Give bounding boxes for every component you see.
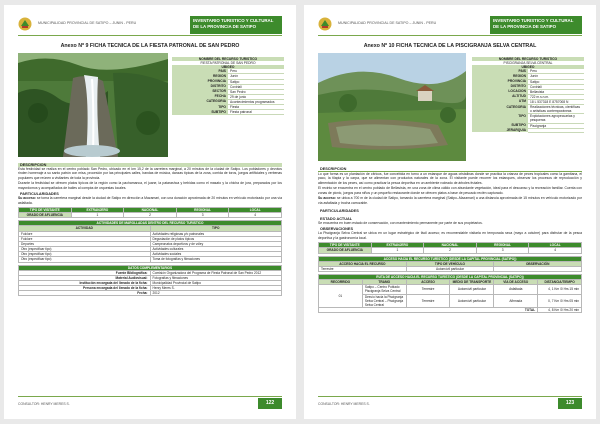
table-row — [319, 266, 582, 271]
facts-header: NOMBRE DEL RECURSO TURISTICO — [172, 57, 284, 61]
fact-key: PROVINCIA — [472, 79, 528, 84]
table-header: TIPO DE VISITANTE — [19, 207, 72, 212]
table-cell: 4, 1 Km /0 Hrs 15 min — [538, 285, 582, 294]
table-cell: Automóvil particular — [406, 266, 494, 271]
table-title: DATOS COMPLEMENTARIOS — [19, 265, 282, 270]
observations-text: La Piscigranja Selva Central se ubica en un lugar estratégico de fácil acceso; es recomendable visitarla en temporada seca (mayo a octubre) para disfrutar de la pesca deportiva y la gastronomía local. — [318, 231, 582, 240]
table-cell: Terrestre — [406, 294, 450, 307]
visitor-table — [18, 207, 282, 218]
description-text: Lo que forma es un plantación de cítricos, fue concebida en torno a un estanque de aguas cristalinas donde se practica la crianza de peces tropicales como la gamitana, el paco, la tilapia y la carpa, que se alimentan con productos naturales de la zona. El visitante puede recorrer los estanques, observar los procesos de reproducción y alimentación de los peces, así como practicar la pesca deportiva en un ambiente rodeado de árboles frutales. — [318, 172, 582, 185]
fact-key: PAIS — [172, 69, 228, 74]
fact-value: Junín — [528, 74, 584, 79]
access-paragraph — [318, 196, 582, 205]
inventory-tag: INVENTARIO TURISTICO Y CULTURAL DE LA PROVINCIA DE SATIPO — [490, 16, 582, 34]
fact-key: SUBTIPO — [172, 110, 228, 115]
access-label: Su acceso: — [318, 196, 336, 201]
table-cell: Comisión Organizadora del Programa de Fiesta Patronal de San Pedro 2012 — [150, 270, 282, 275]
table-header: TIPO DE VEHÍCULO — [406, 261, 494, 266]
route-table — [318, 274, 582, 313]
fact-value: Satipo — [228, 79, 284, 84]
fact-value: 18 L 537318 E 8757008 N — [528, 99, 584, 104]
table-header: ACCESO — [406, 280, 450, 285]
table-cell: Persona encargada del llenado de la ficha: — [19, 286, 151, 291]
consultant-name: CONSULTOR: HENRY MERES S. — [18, 402, 70, 406]
access-text: se ubica a 700 m de la ciudad de Satipo, tomando la carretera marginal (Satipo–Mazamari) a una distancia aproximada de 15 minutos en vehículo motorizado por vía asfaltada y trocha carrozable. — [318, 196, 582, 205]
table-cell: Henry Meres S. — [150, 286, 282, 291]
table-cell: Automóvil particular — [450, 294, 494, 307]
table-header: TRAMO — [362, 280, 406, 285]
row-label: GRADO DE AFLUENCIA — [319, 248, 372, 253]
location-header: UBIGEO — [172, 65, 284, 69]
table-title: ACTIVIDADES DE MAROLLADAS DENTRO DEL RECURSO TURISTICO — [19, 221, 282, 226]
page-header — [318, 16, 582, 34]
footer-divider — [318, 396, 582, 397]
page-number: 123 — [558, 398, 582, 409]
fact-value: Piscigranja — [528, 123, 584, 128]
page-header — [18, 16, 282, 34]
resource-facts — [172, 57, 284, 115]
table-cell: Actividades culturales — [150, 247, 282, 252]
annex-title: Anexo Nº 10 FICHA TECNICA DE LA PISCIGRANJA SELVA CENTRAL — [363, 43, 537, 49]
description-text: Esta festividad se realiza en el centro poblado San Pedro, ubicado en el km 15,2 de la carretera marginal, a 20 minutos de la ciudad de Satipo. Los pobladores y devotos rinden homenaje a su santo patrón con misa, procesión por las principales calles, bandas de música, danzas típicas de la zona, corrida de toros, juegos artificiales y verbenas populares que reúnen a visitantes de toda la provincia. — [18, 167, 282, 180]
fact-key: LOCACION — [472, 89, 528, 94]
municipal-logo-icon — [18, 17, 32, 31]
table-cell: Actividades religiosas y/o patronales — [150, 231, 282, 236]
header-divider — [318, 35, 582, 36]
table-cell: 0, 7 Km /0 Hrs 05 min — [538, 294, 582, 307]
location-header: UBIGEO — [472, 65, 584, 69]
fact-key: CATEGORIA — [472, 105, 528, 114]
page-number: 122 — [258, 398, 282, 409]
fact-key: SECTOR — [172, 89, 228, 94]
table-cell: 1 — [71, 213, 124, 218]
fact-value: Peru — [228, 69, 284, 74]
section-heading: OBSERVACIONES — [320, 227, 353, 232]
table-row — [319, 308, 582, 313]
table-cell: Asfaltada — [494, 285, 538, 294]
table-header: REGIONAL — [476, 243, 529, 248]
fact-value: San Pedro — [228, 89, 284, 94]
fact-value: Explotaciones agropecuarias y pesqueras — [528, 114, 584, 123]
fact-value: Junín — [228, 74, 284, 79]
table-cell: Fotografías y filmaciones — [150, 275, 282, 280]
fact-value: Bellavista — [528, 89, 584, 94]
section-heading: PARTICULARIDADES — [20, 192, 59, 197]
table-row — [19, 257, 282, 262]
section-heading: DESCRIPCION — [318, 167, 582, 172]
visitor-table — [318, 242, 582, 253]
fact-value: Peru — [528, 69, 584, 74]
table-cell: Fecha: — [19, 291, 151, 296]
table-cell: Degustación de platos típicos — [150, 236, 282, 241]
fact-value: 722 m.s.n.m. — [528, 94, 584, 99]
table-header: ACTIVIDAD — [19, 226, 151, 231]
table-header: EXTRANJERO — [71, 207, 124, 212]
fact-value: Coviriali — [528, 84, 584, 89]
table-header: OBSERVACIÓN — [494, 261, 582, 266]
resource-name: FIESTA PATRONAL DE SAN PEDRO — [200, 61, 256, 66]
table-cell: Material Audiovisual: — [19, 275, 151, 280]
table-cell: 2 — [424, 248, 477, 253]
municipality-name: MUNICIPALIDAD PROVINCIAL DE SATIPO – JUNIN - PERU — [338, 21, 437, 25]
fact-key: DISTRITO — [472, 84, 528, 89]
table-cell: Deportes — [19, 241, 151, 246]
municipal-logo-icon — [318, 17, 332, 31]
fact-key: DISTRITO — [172, 84, 228, 89]
table-cell: Automóvil particular — [450, 285, 494, 294]
waterfall-image — [18, 53, 168, 157]
table-header: DISTANCIA/TIEMPO — [538, 280, 582, 285]
total-value: 4, 8 Km /0 Hrs 20 min — [538, 308, 582, 313]
state-text: Se encuentra en buen estado de conservación, con mantenimiento permanente por parte de sus propietarios. — [318, 220, 483, 225]
footer-divider — [18, 396, 282, 397]
fact-key: REGION — [172, 74, 228, 79]
table-header: VÍA DE ACCESO — [494, 280, 538, 285]
table-cell: Toma de fotografías y filmaciones — [150, 257, 282, 262]
table-cell: Terrestre — [319, 266, 407, 271]
table-title: RUTA DE ACCESO HACIA EL RECURSO TURÍSTICO (DESDE LA CAPITAL PROVINCIAL (SATIPO)) — [319, 275, 582, 280]
access-paragraph — [18, 196, 282, 205]
right-page — [304, 5, 596, 419]
fact-key: REGION — [472, 74, 528, 79]
fact-value: Coviriali — [228, 84, 284, 89]
table-cell: Fuente Bibliográfica: — [19, 270, 151, 275]
section-heading: DESCRIPCION — [18, 163, 282, 167]
resource-facts — [472, 57, 584, 133]
fact-key: PROVINCIA — [172, 79, 228, 84]
fact-key: ALTITUD — [472, 94, 528, 99]
waterfall-photo — [18, 53, 168, 157]
table-header: NACIONAL — [424, 243, 477, 248]
description-section — [318, 165, 582, 313]
table-row — [19, 291, 282, 296]
table-cell: Actividades sociales — [150, 252, 282, 257]
access-text: se toma la carretera marginal desde la ciudad de Satipo en dirección a Mazamari, con una duración aproximada de 20 minutos en vehículo motorizado por una vía asfaltada. — [18, 196, 282, 205]
header-divider — [18, 35, 282, 36]
page-footer — [18, 396, 282, 410]
fact-value: Satipo — [528, 79, 584, 84]
table-cell: Otro (especificar tipo) — [19, 257, 151, 262]
facts-header: NOMBRE DEL RECURSO TURISTICO — [472, 57, 584, 61]
fact-key: FECHA — [172, 94, 228, 99]
fact-key: TIPO — [172, 105, 228, 110]
consultant-name: CONSULTOR: HENRY MERES S. — [318, 402, 370, 406]
table-header: NACIONAL — [124, 207, 177, 212]
table-cell: Institución encargada del llenado de la ficha: — [19, 280, 151, 285]
fish-farm-image — [318, 53, 466, 161]
table-header: LOCAL — [529, 243, 582, 248]
table-cell: 3 — [476, 248, 529, 253]
fact-value: Acontecimientos programados — [228, 99, 284, 104]
table-cell: 4 — [229, 213, 282, 218]
table-cell: Afirmada — [494, 294, 538, 307]
table-cell: 2012 — [150, 291, 282, 296]
table-cell: Campeonatos deportivos y de vóley — [150, 241, 282, 246]
table-cell: 4 — [529, 248, 582, 253]
table-cell: 2 — [124, 213, 177, 218]
annex-title: Anexo Nº 9 FICHA TECNICA DE LA FIESTA PATRONAL DE SAN PEDRO — [60, 43, 240, 49]
fact-key: JERARQUIA — [472, 128, 528, 132]
fact-key: SUBTIPO — [472, 123, 528, 128]
activities-table — [18, 220, 282, 262]
table-cell: Otro (especificar tipo) — [19, 252, 151, 257]
table-cell: Folclore — [19, 231, 151, 236]
section-heading: ESTADO ACTUAL — [320, 216, 353, 221]
table-cell: Municipalidad Provincial de Satipo — [150, 280, 282, 285]
table-header: TIPO DE VISITANTE — [319, 243, 372, 248]
table-cell: Terrestre — [406, 285, 450, 294]
table-header: MEDIO DE TRANSPORTE — [450, 280, 494, 285]
fact-key: CATEGORIA — [172, 99, 228, 104]
fact-value: Fiesta — [228, 105, 284, 110]
table-cell: 1 — [371, 248, 424, 253]
row-label: GRADO DE AFLUENCIA — [19, 213, 72, 218]
table-cell: 3 — [176, 213, 229, 218]
table-header: EXTRANJERO — [371, 243, 424, 248]
left-page — [4, 5, 296, 419]
table-header: REGIONAL — [176, 207, 229, 212]
table-cell: Folclore — [19, 236, 151, 241]
resource-name: PISCIGRANJA SELVA CENTRAL — [503, 61, 553, 66]
fact-value — [528, 128, 584, 132]
page-footer — [318, 396, 582, 410]
table-title: ACCESO HACIA EL RECURSO TURÍSTICO (DESDE LA CAPITAL PROVINCIAL (SATIPO)) — [319, 256, 582, 261]
table-cell — [494, 266, 582, 271]
fact-value: 29 de junio — [228, 94, 284, 99]
fact-key: PAIS — [472, 69, 528, 74]
fact-key: TIPO — [472, 114, 528, 123]
table-cell: Otro (especificar tipo) — [19, 247, 151, 252]
municipality-name: MUNICIPALIDAD PROVINCIAL DE SATIPO – JUNIN - PERU — [38, 21, 137, 25]
table-cell: 01 — [319, 285, 363, 308]
table-header: TIPO — [150, 226, 282, 231]
table-header: RECORRIDO — [319, 280, 363, 285]
fact-value: Realizaciones técnicas, científicas o artísticas contemporáneas — [528, 105, 584, 114]
table-header: ACCESO HACIA EL RECURSO — [319, 261, 407, 266]
table-header: LOCAL — [229, 207, 282, 212]
inventory-tag: INVENTARIO TURISTICO Y CULTURAL DE LA PROVINCIA DE SATIPO — [190, 16, 282, 34]
description-text-2: Durante la festividad se ofrecen platos típicos de la región como la pachamanca, el juane, la patarashca y bebidas como el masato y la chicha de jora, preparados por los mayordomos y acompañados de bailes al compás de orquestas locales. — [18, 181, 282, 190]
description-text-2: El recinto se encuentra en el centro poblado de Bellavista, en una zona de clima cálido con abundante vegetación, ideal para el descanso y la recreación familiar. Cuenta con zonas de picnic, juegos para niños y un pequeño restaurante donde se ofrecen platos a base de pescado recién capturado. — [318, 186, 582, 195]
table-cell: Desvío hacia la Piscigranja Selva Central – Piscigranja Selva Central — [362, 294, 406, 307]
fact-value: Fiesta patronal — [228, 110, 284, 115]
section-heading: PARTICULARIDADES — [320, 208, 359, 213]
description-section — [18, 161, 282, 296]
fact-key: UTM — [472, 99, 528, 104]
fish-farm-photo — [318, 53, 466, 161]
access-table — [318, 256, 582, 272]
complementary-table — [18, 265, 282, 297]
total-label: TOTAL — [319, 308, 538, 313]
access-label: Su acceso: — [18, 196, 36, 201]
table-row — [319, 285, 582, 294]
table-cell: Satipo – Centro Poblado Piscigranja Selva Central — [362, 285, 406, 294]
